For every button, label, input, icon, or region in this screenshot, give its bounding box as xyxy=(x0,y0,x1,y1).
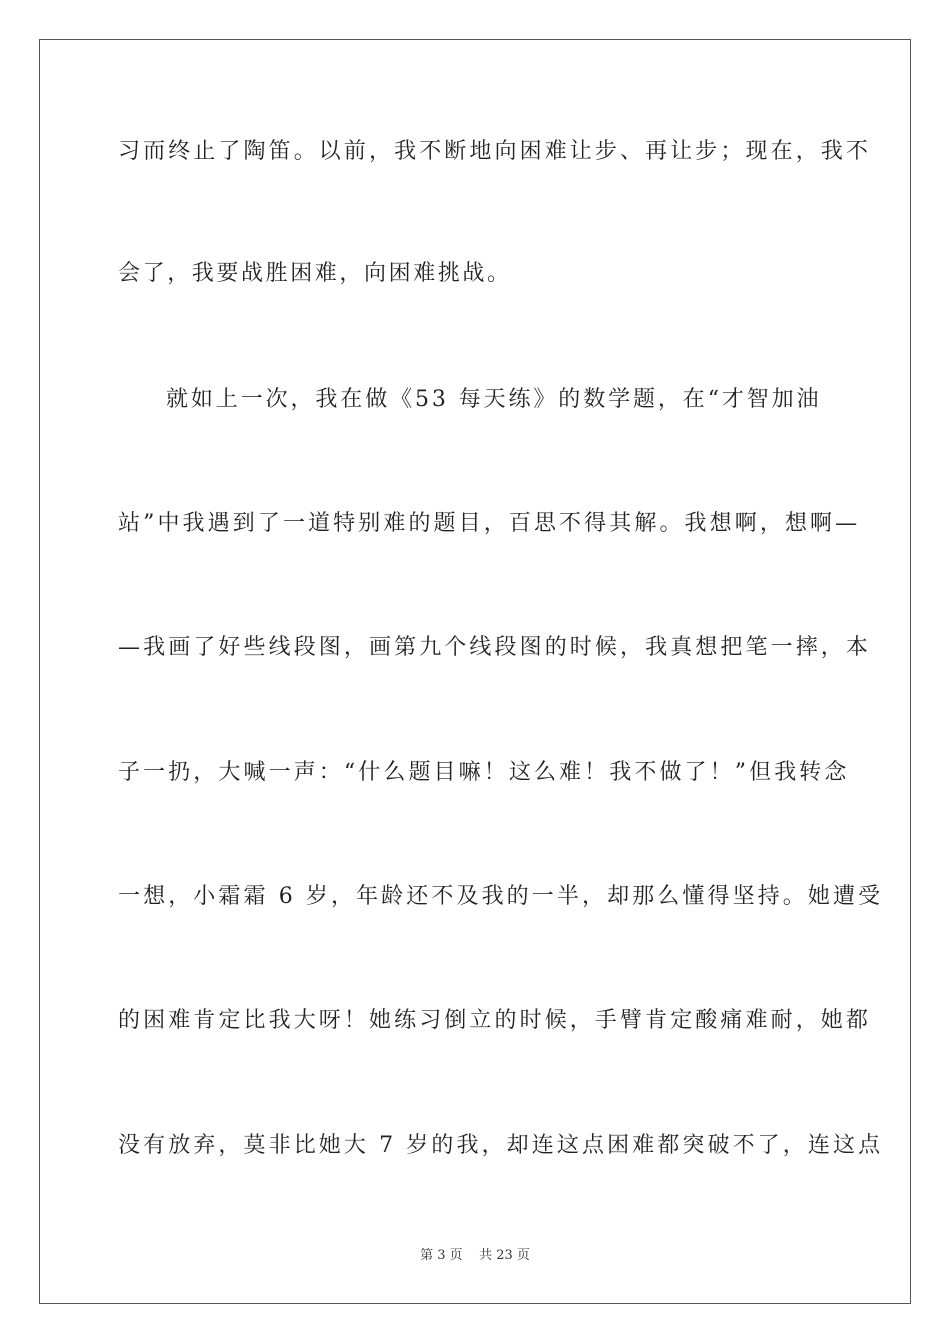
text-line-7: 一想，小霜霜 6 岁，年龄还不及我的一半，却那么懂得坚持。她遭受 xyxy=(118,884,884,909)
page-footer xyxy=(0,1247,950,1265)
text-line-5: —我画了好些线段图，画第九个线段图的时候，我真想把笔一摔，本 xyxy=(118,635,872,660)
text-line-9: 没有放弃，莫非比她大 7 岁的我，却连这点困难都突破不了，连这点 xyxy=(118,1133,884,1158)
text-line-3-paragraph-start: 就如上一次，我在做《53 每天练》的数学题，在“才智加油 xyxy=(166,387,822,412)
text-line-8: 的困难肯定比我大呀！她练习倒立的时候，手臂肯定酸痛难耐，她都 xyxy=(118,1008,872,1033)
text-line-4: 站”中我遇到了一道特别难的题目，百思不得其解。我想啊，想啊— xyxy=(118,511,861,536)
text-line-6: 子一扔，大喊一声：“什么题目嘛！这么难！我不做了！”但我转念 xyxy=(118,760,850,785)
page-number: 第 3 页 共 23 页 xyxy=(420,1248,530,1263)
text-line-1: 习而终止了陶笛。以前，我不断地向困难让步、再让步；现在，我不 xyxy=(118,139,872,164)
text-line-2: 会了，我要战胜困难，向困难挑战。 xyxy=(118,261,512,286)
page-border xyxy=(39,39,911,1304)
